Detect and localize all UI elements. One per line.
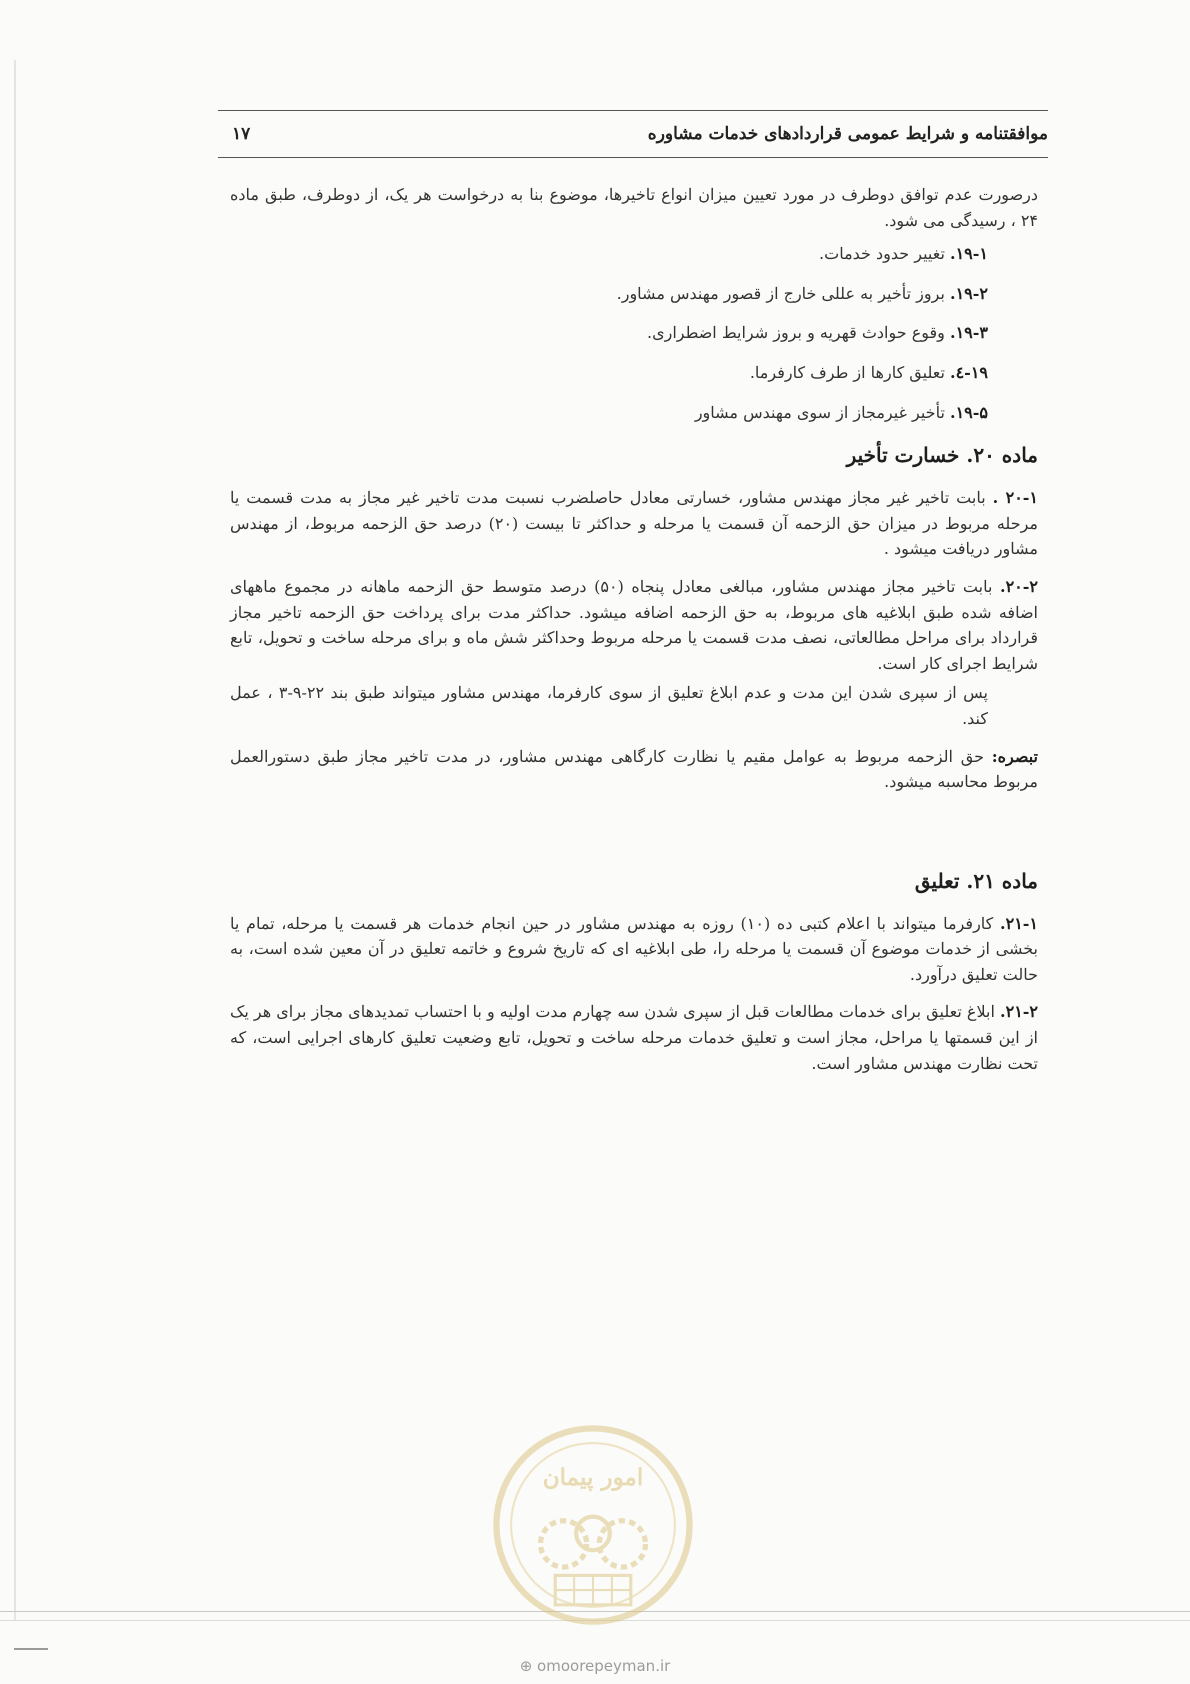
- clause-20-1: [230, 485, 1038, 562]
- intro-paragraph: درصورت عدم توافق دوطرف در مورد تعیین میزان انواع تاخیرها، موضوع بنا به درخواست هر یک، از دوطرف، طبق ماده ۲۴ ، رسیدگی می شود.: [230, 185, 1039, 230]
- item-number: ۱۹-٤.: [950, 362, 988, 382]
- seal-text: امور پیمان: [542, 1464, 644, 1492]
- page-body: [230, 182, 1038, 1088]
- item-number: ۱۹-۱.: [950, 244, 988, 264]
- clause-19-list: [230, 241, 1038, 425]
- clause-number: ۲۰-۱ .: [992, 488, 1039, 508]
- item-number: ۱۹-۵.: [950, 402, 988, 422]
- clause-20-2-continuation: پس از سپری شدن این مدت و عدم ابلاغ تعلیق از سوی کارفرما، مهندس مشاور میتواند طبق بند ۲۲-۹-۳ ، عمل کند.: [230, 683, 989, 728]
- note-label: تبصره:: [991, 746, 1038, 766]
- list-item: [230, 241, 1038, 267]
- clause-21-1: [230, 911, 1038, 988]
- list-item: [230, 400, 1038, 426]
- page-header: [218, 110, 1048, 158]
- clause-text: کارفرما میتواند با اعلام کتبی ده (۱۰) روزه به مهندس مشاور در حین انجام خدمات هر قسمت یا مرحله، تمام یا بخشی از خدمات موضوع آن قسمت یا مرحله را، طی ابلاغیه ای که تاریخ شروع و خاتمه تعلیق در آن معین شده است، به حالت تعلیق درآورد.: [230, 913, 1038, 984]
- clause-number: ۲۱-۲.: [1000, 1002, 1039, 1022]
- note-paragraph: [230, 744, 1038, 795]
- item-text: وقوع حوادث قهریه و بروز شرایط اضطراری.: [646, 323, 945, 343]
- footer-watermark-url: [0, 1657, 1190, 1675]
- list-item: [230, 360, 1038, 386]
- header-title: موافقتنامه و شرایط عمومی قراردادهای خدمات مشاوره: [647, 124, 1048, 144]
- article-21-heading: ماده ۲۱. تعلیق: [914, 868, 1038, 893]
- note-text: حق الزحمه مربوط به عوامل مقیم یا نظارت کارگاهی مهندس مشاور، در مدت تاخیر مجاز طبق دستورالعمل مربوط محاسبه میشود.: [230, 746, 1038, 792]
- clause-number: ۲۱-۱.: [1000, 913, 1039, 933]
- watermark-seal: [488, 1420, 698, 1630]
- item-number: ۱۹-۳.: [950, 323, 988, 343]
- article-20-heading: ماده ۲۰. خسارت تأخیر: [846, 443, 1038, 468]
- globe-icon: ⊕: [519, 1657, 533, 1675]
- scan-edge: [14, 60, 16, 1620]
- item-text: بروز تأخیر به عللی خارج از قصور مهندس مشاور.: [616, 283, 945, 303]
- clause-text: ابلاغ تعلیق برای خدمات مطالعات قبل از سپری شدن سه چهارم مدت اولیه و با احتساب تمدیدهای مجاز برای هر یک از این قسمتها یا مراحل، مجاز است و تعلیق خدمات مرحله ساخت و تحویل، تابع وضعیت تعلیق کارهای اجرایی است، که تحت نظارت مهندس مشاور است.: [230, 1002, 1038, 1073]
- page-number: ۱۷: [232, 124, 251, 144]
- item-text: تعلیق کارها از طرف کارفرما.: [749, 362, 945, 382]
- clause-20-2: [230, 574, 1038, 676]
- clause-21-2: [230, 999, 1038, 1076]
- list-item: [230, 281, 1038, 307]
- item-text: تأخیر غیرمجاز از سوی مهندس مشاور: [694, 402, 945, 422]
- clause-number: ۲۰-۲.: [1000, 576, 1038, 596]
- item-number: ۱۹-۲.: [950, 283, 988, 303]
- clause-text: بابت تاخیر غیر مجاز مهندس مشاور، خسارتی معادل حاصلضرب نسبت مدت تاخیر غیر مجاز به مدت قسمت یا مرحله مربوط در میزان حق الزحمه آن قسمت یا مرحله و حداکثر تا بیست (۲۰) درصد حق الزحمه مربوط، از مهندس مشاور دریافت میشود .: [230, 488, 1038, 559]
- clause-text: بابت تاخیر مجاز مهندس مشاور، مبالغی معادل پنجاه (۵۰) درصد متوسط حق الزحمه ماهانه در مجموع ماههای اضافه شده طبق ابلاغیه های مربوط، به حق الزحمه اضافه میشود. حداکثر مدت برای پرداخت حق الزحمه تاخیر مجاز قرارداد برای مراحل مطالعاتی، نصف مدت قسمت یا مرحله مربوط وحداکثر شش ماه و برای مرحله ساخت و تحویل، تابع شرایط اجرای کار است.: [230, 576, 1038, 673]
- scan-mark: [14, 1648, 48, 1650]
- list-item: [230, 320, 1038, 346]
- footer-url-text: omoorepeyman.ir: [537, 1657, 671, 1675]
- item-text: تغییر حدود خدمات.: [819, 244, 945, 264]
